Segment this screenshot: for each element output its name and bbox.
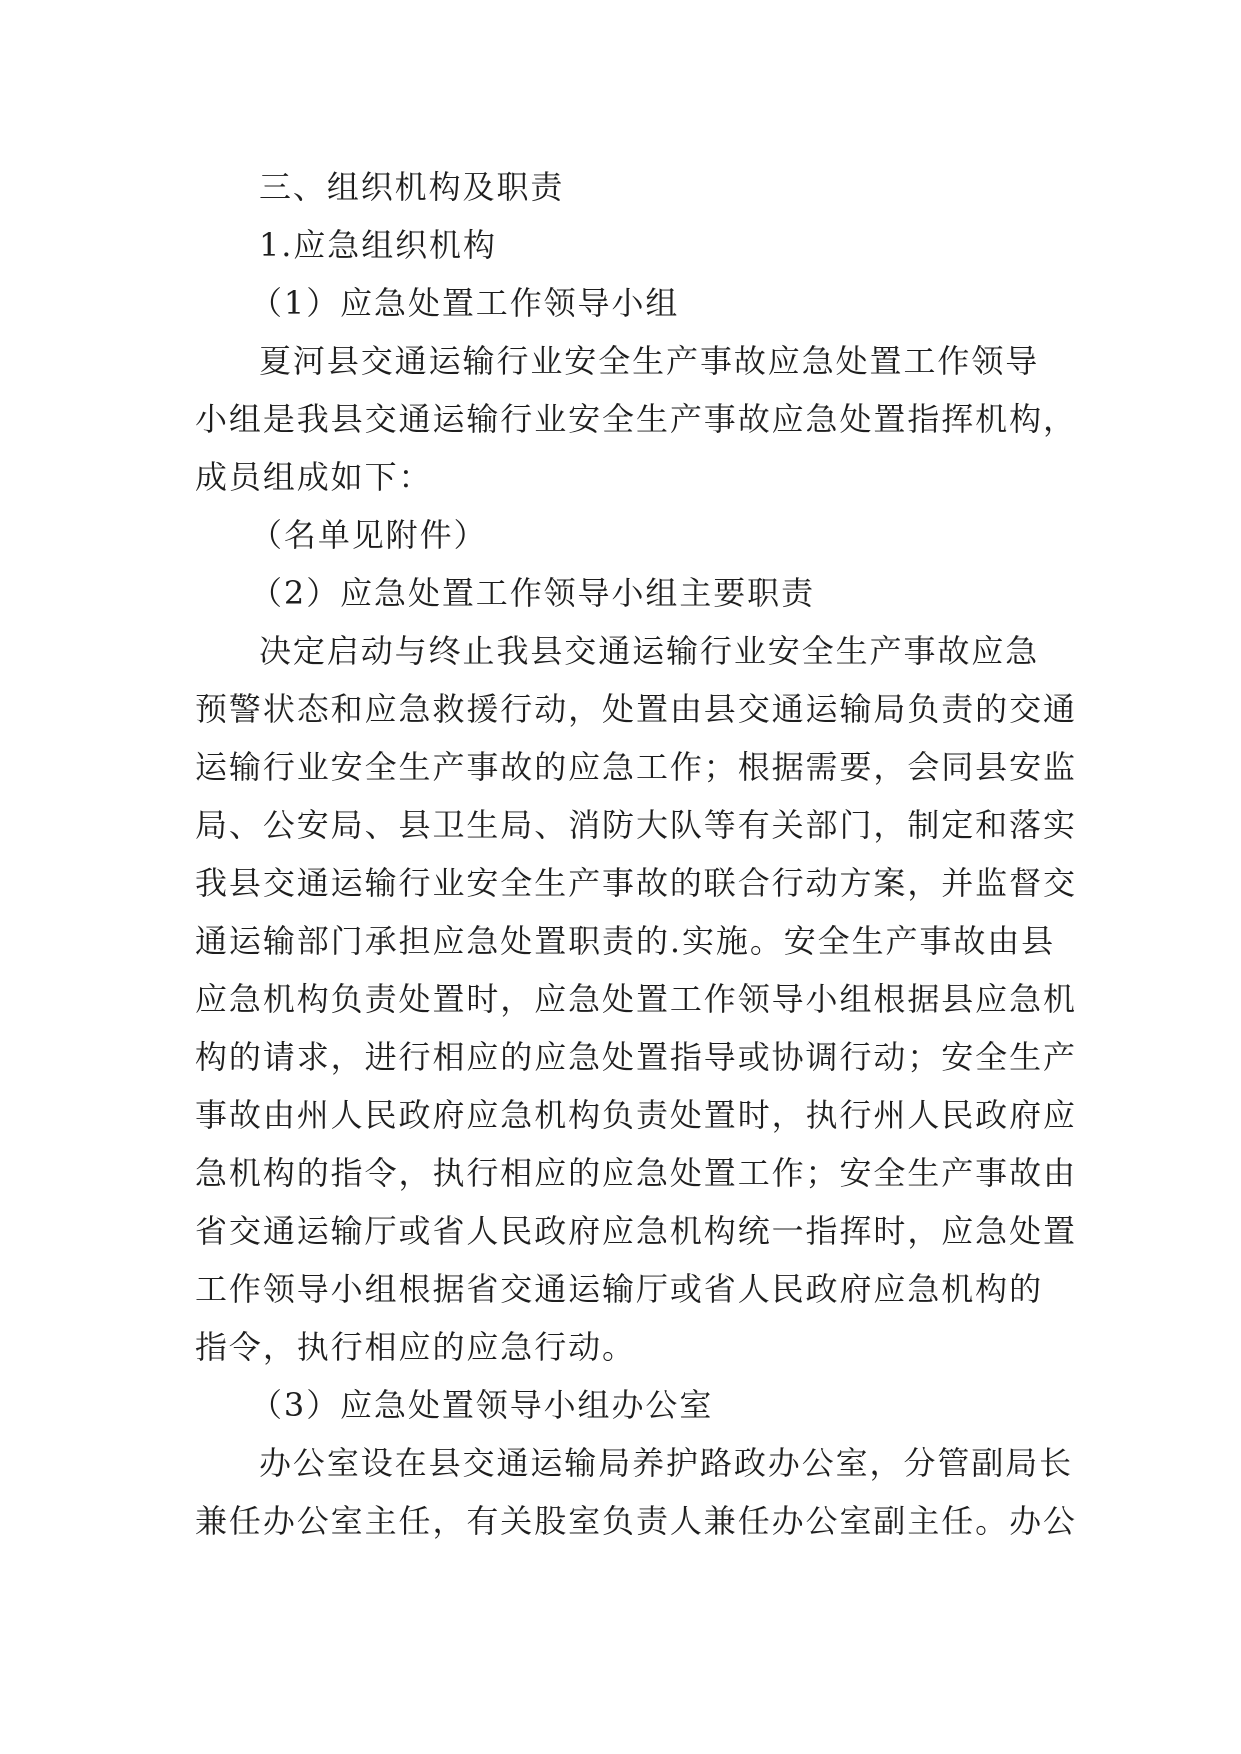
paragraph-line: 构的请求，进行相应的应急处置指导或协调行动；安全生产 <box>195 1038 1077 1076</box>
paragraph-line: 兼任办公室主任，有关股室负责人兼任办公室副主任。办公 <box>195 1502 1077 1540</box>
item-heading: （1）应急处置工作领导小组 <box>250 284 680 322</box>
paragraph-line: 小组是我县交通运输行业安全生产事故应急处置指挥机构， <box>195 400 1077 438</box>
paragraph-line: 我县交通运输行业安全生产事故的联合行动方案，并监督交 <box>195 864 1077 902</box>
paragraph-line: 预警状态和应急救援行动，处置由县交通运输局负责的交通 <box>195 690 1077 728</box>
paragraph-line: 事故由州人民政府应急机构负责处置时，执行州人民政府应 <box>195 1096 1077 1134</box>
paragraph-line: 局、公安局、县卫生局、消防大队等有关部门，制定和落实 <box>195 806 1077 844</box>
item-heading: （3）应急处置领导小组办公室 <box>250 1386 714 1424</box>
paragraph-line: 成员组成如下： <box>195 458 433 496</box>
paragraph-line: 指令，执行相应的应急行动。 <box>195 1328 636 1366</box>
paragraph-line: （名单见附件） <box>250 516 488 554</box>
paragraph-line: 夏河县交通运输行业安全生产事故应急处置工作领导 <box>259 342 1040 380</box>
paragraph-line: 运输行业安全生产事故的应急工作；根据需要，会同县安监 <box>195 748 1077 786</box>
paragraph-line: 办公室设在县交通运输局养护路政办公室，分管副局长 <box>259 1444 1074 1482</box>
paragraph-line: 工作领导小组根据省交通运输厅或省人民政府应急机构的 <box>195 1270 1044 1308</box>
section-heading: 三、组织机构及职责 <box>259 168 565 206</box>
paragraph-line: 省交通运输厅或省人民政府应急机构统一指挥时，应急处置 <box>195 1212 1077 1250</box>
paragraph-line: 急机构的指令，执行相应的应急处置工作；安全生产事故由 <box>195 1154 1077 1192</box>
paragraph-line: 应急机构负责处置时，应急处置工作领导小组根据县应急机 <box>195 980 1077 1018</box>
paragraph-line: 决定启动与终止我县交通运输行业安全生产事故应急 <box>259 632 1040 670</box>
subsection-heading: 1.应急组织机构 <box>259 226 497 264</box>
document-body <box>195 158 1077 1550</box>
item-heading: （2）应急处置工作领导小组主要职责 <box>250 574 816 612</box>
paragraph-line: 通运输部门承担应急处置职责的.实施。安全生产事故由县 <box>195 922 1056 960</box>
